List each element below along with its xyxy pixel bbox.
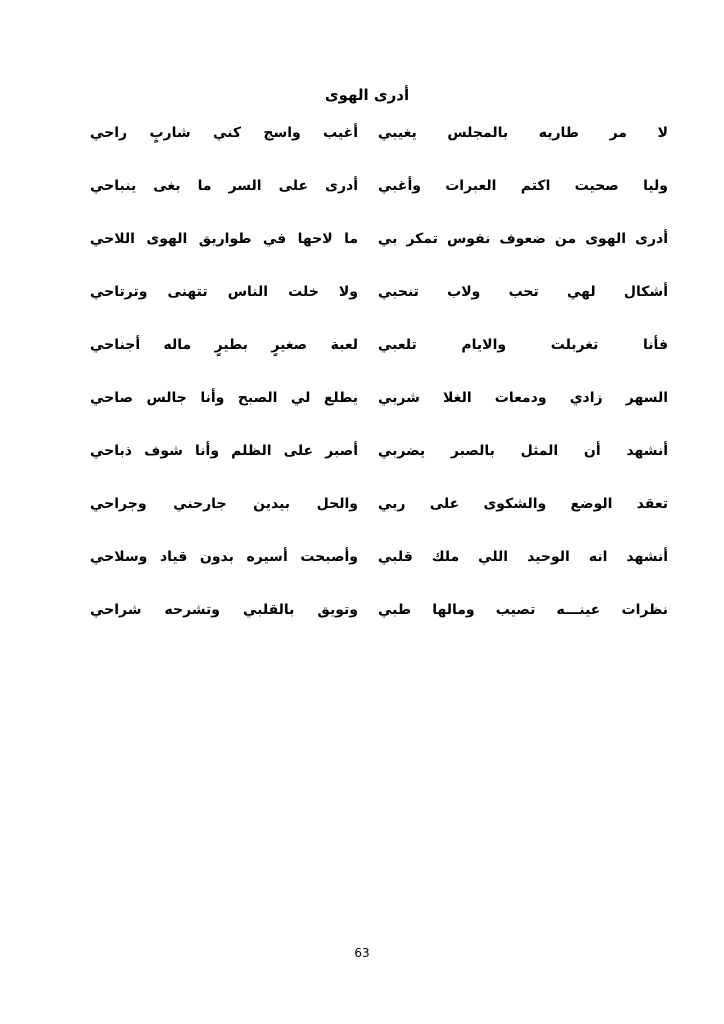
verse-line [90, 330, 668, 360]
verse-first-hemistich: السهر زادي ودمعات الغلا شربي [378, 390, 668, 406]
verse-second-hemistich: والحل بيدين جارحني وجراحي [90, 496, 358, 512]
verse-line [90, 383, 668, 413]
poem-title: أدرى الهوى [324, 86, 410, 104]
verse-first-hemistich: فأنا تغربلت والايام تلعبي [378, 337, 668, 353]
verse-line [90, 118, 668, 148]
verse-first-hemistich: نظرات عينـــه تصيب ومالها طبي [378, 602, 668, 618]
verse-line [90, 542, 668, 572]
verse-second-hemistich: أغيب واسج كني شاربٍ راحي [90, 125, 358, 141]
verse-second-hemistich: أدرى على السر ما بغى ينباحي [90, 178, 358, 194]
verse-first-hemistich: أشكال لهي تحب ولاب تنحبي [378, 284, 668, 300]
verse-line [90, 595, 668, 625]
verse-first-hemistich: لا مر طاريه بالمجلس يغيبي [378, 125, 668, 141]
verse-line [90, 277, 668, 307]
verse-line [90, 489, 668, 519]
poem-body [90, 118, 668, 618]
verse-line [90, 224, 668, 254]
verse-second-hemistich: وتويق بالقلبي وتشرحه شراحي [90, 602, 358, 618]
verse-line [90, 171, 668, 201]
verse-first-hemistich: وليا صحيت اكتم العبرات وأغبي [378, 178, 668, 194]
verse-line [90, 436, 668, 466]
verse-second-hemistich: لعبة صغيرٍ بطيرٍ ماله أجناحي [90, 337, 358, 353]
verse-first-hemistich: أنشهد انه الوحيد اللي ملك قلبي [378, 549, 668, 565]
verse-second-hemistich: ما لاحها في طواريق الهوى اللاحي [90, 231, 358, 247]
verse-second-hemistich: ولا خلت الناس تتهنى وترتاحي [90, 284, 358, 300]
verse-second-hemistich: يطلع لي الصبح وأنا جالس صاحي [90, 390, 358, 406]
verse-second-hemistich: وأصبحت أسيره بدون قياد وسلاحي [90, 549, 358, 565]
verse-first-hemistich: أنشهد أن المثل بالصبر يضربي [378, 443, 668, 459]
verse-second-hemistich: أصبر على الظلم وأنا شوف ذباحي [90, 443, 358, 459]
verse-first-hemistich: أدرى الهوى من ضعوف نفوس تمكر بي [378, 231, 668, 247]
page-number: 63 [354, 946, 370, 960]
verse-first-hemistich: تعقد الوضع والشكوى على ربي [378, 496, 668, 512]
